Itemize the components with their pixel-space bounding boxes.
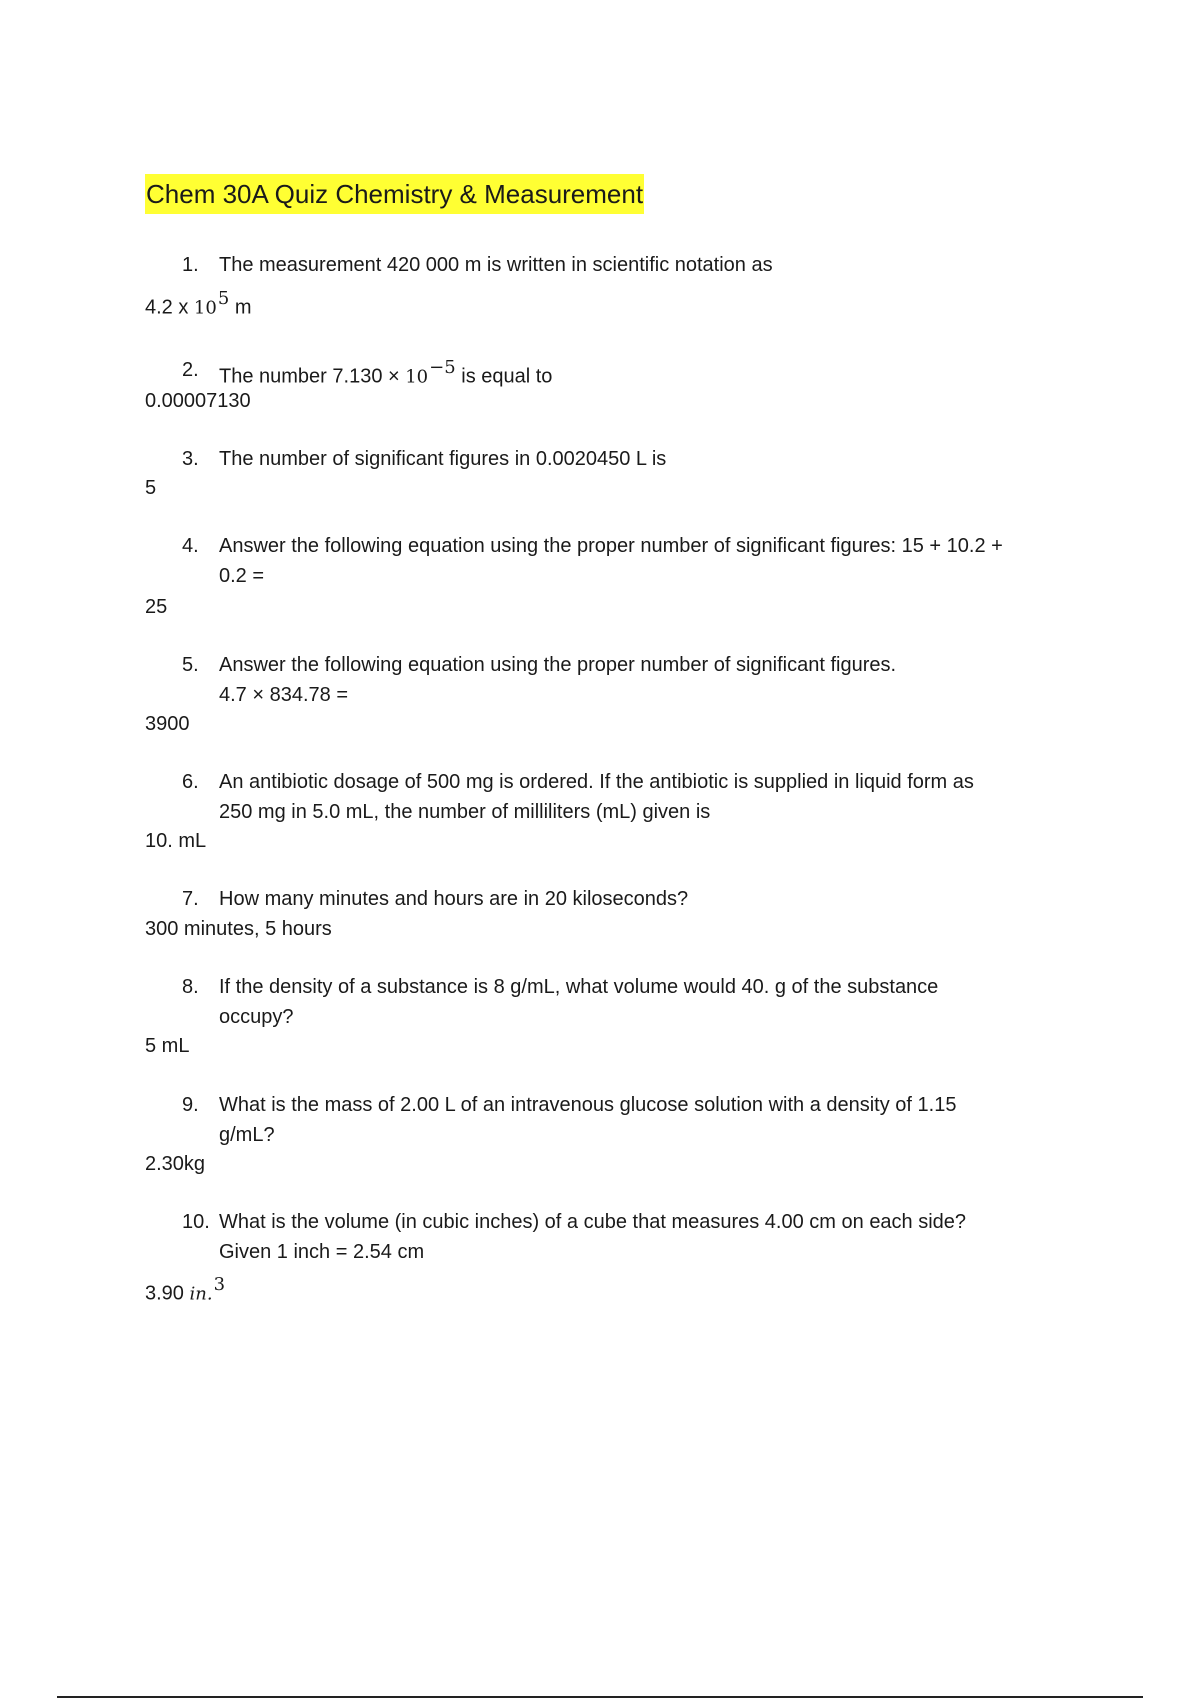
question-text: The measurement 420 000 m is written in scientific notation as: [219, 254, 773, 276]
answer-8: 5 mL: [145, 1035, 190, 1057]
question-text-line-2: 4.7 × 834.78 =: [219, 684, 349, 706]
answer-9: 2.30kg: [145, 1153, 206, 1175]
question-9: [182, 1090, 1122, 1150]
question-1: [182, 250, 1122, 280]
question-number: 4.: [182, 535, 199, 557]
answer-10: 3.90 in.$^3$: [145, 1274, 226, 1305]
question-text-line-2: g/mL?: [219, 1124, 275, 1146]
page-title: Chem 30A Quiz Chemistry & Measurement: [145, 174, 644, 214]
question-text-line-2: 250 mg in 5.0 mL, the number of milliliters (mL) given is: [219, 801, 711, 823]
answer-6: 10. mL: [145, 830, 207, 852]
question-text: The number $7.130 \times 10^{-5}$ is equal to: [219, 357, 553, 388]
question-number: 10.: [182, 1211, 210, 1233]
question-text: How many minutes and hours are in 20 kiloseconds?: [219, 888, 689, 910]
question-4: [182, 531, 1122, 591]
answer-3: 5: [145, 477, 157, 499]
question-number: 5.: [182, 654, 199, 676]
question-number: 9.: [182, 1094, 199, 1116]
question-text: The number of significant figures in 0.0020450 L is: [219, 448, 667, 470]
answer-7: 300 minutes, 5 hours: [145, 918, 332, 940]
question-6: [182, 767, 1122, 827]
question-number: 3.: [182, 448, 199, 470]
question-number: 7.: [182, 888, 199, 910]
question-number: 1.: [182, 254, 199, 276]
question-text-line-1: An antibiotic dosage of 500 mg is ordered. If the antibiotic is supplied in liquid form as: [219, 771, 974, 793]
question-number: 8.: [182, 976, 199, 998]
question-10: [182, 1207, 1122, 1267]
question-3: [182, 444, 1122, 474]
question-5: [182, 650, 1122, 710]
answer-5: 3900: [145, 713, 190, 735]
answer-4: 25: [145, 596, 168, 618]
question-text-line-2: occupy?: [219, 1006, 294, 1028]
answer-1: 4.2 x $10^5$ m: [145, 288, 252, 319]
question-text-line-1: Answer the following equation using the proper number of significant figures.: [219, 654, 897, 676]
question-text-line-2: 0.2 =: [219, 565, 265, 587]
question-text-line-1: Answer the following equation using the proper number of significant figures: 15 + 10.2 +: [219, 535, 1003, 557]
question-text-line-2: Given 1 inch = 2.54 cm: [219, 1241, 425, 1263]
question-text-line-1: What is the volume (in cubic inches) of a cube that measures 4.00 cm on each side?: [219, 1211, 967, 1233]
question-number: 6.: [182, 771, 199, 793]
question-text-line-1: If the density of a substance is 8 g/mL, what volume would 40. g of the substance: [219, 976, 939, 998]
question-2: [182, 355, 1122, 393]
question-text-line-1: What is the mass of 2.00 L of an intravenous glucose solution with a density of 1.15: [219, 1094, 957, 1116]
bottom-rule: [57, 1696, 1143, 1698]
answer-2: 0.00007130: [145, 390, 251, 412]
question-7: [182, 884, 1122, 914]
question-8: [182, 972, 1122, 1032]
question-number: 2.: [182, 359, 199, 381]
